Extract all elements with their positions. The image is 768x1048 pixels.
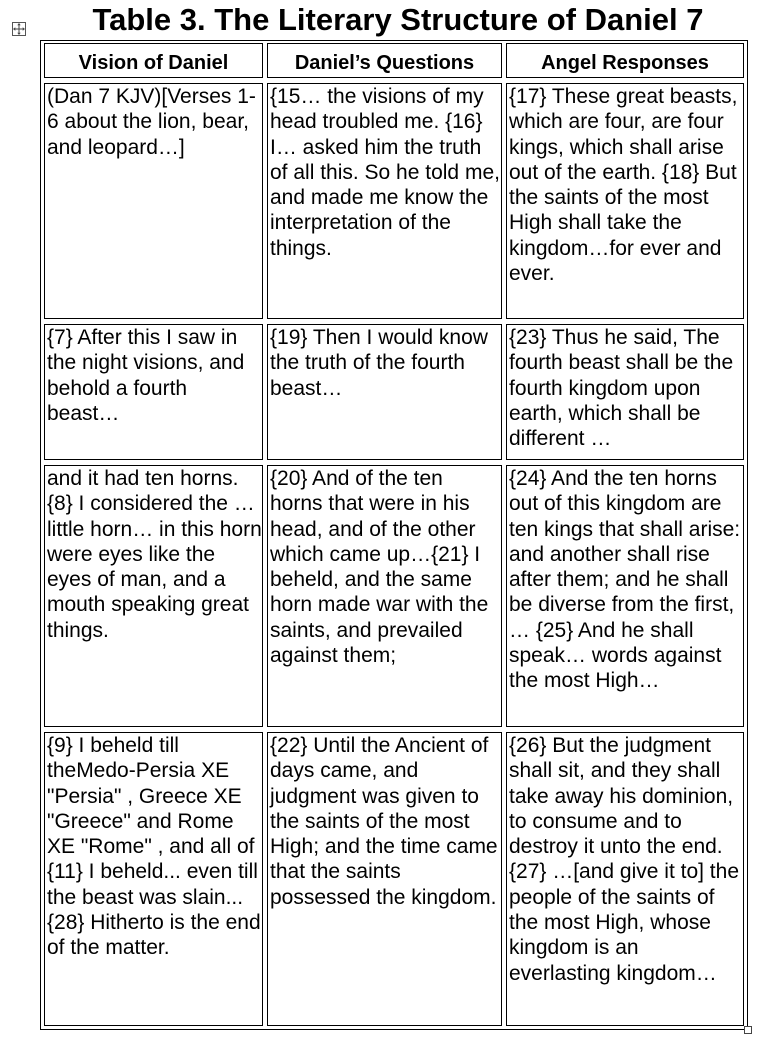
row3-responses: {24} And the ten horns out of this kingdom are ten kings that shall arise: and another shall rise after them; and he shall be diverse from the first, … {25} And he shall speak… words against the most High… <box>506 465 744 727</box>
page-title: Table 3. The Literary Structure of Daniel 7 <box>92 2 704 37</box>
row4-vision: {9} I beheld till theMedo-Persia XE "Persia" , Greece XE "Greece" and Rome XE "Rome" , and all of {11} I beheld... even till the beast was slain... {28} Hitherto is the end of the matter. <box>44 732 263 1026</box>
row3-questions: {20} And of the ten horns that were in his head, and of the other which came up…{21} I beheld, and the same horn made war with the saints, and prevailed against them; <box>267 465 502 727</box>
row2-questions: {19} Then I would know the truth of the fourth beast… <box>267 324 502 460</box>
header-vision: Vision of Daniel <box>44 43 263 78</box>
row1-vision: (Dan 7 KJV)[Verses 1-6 about the lion, bear, and leopard…] <box>44 83 263 319</box>
header-questions: Daniel’s Questions <box>267 43 502 78</box>
row2-responses: {23} Thus he said, The fourth beast shall be the fourth kingdom upon earth, which shall be different … <box>506 324 744 460</box>
header-responses: Angel Responses <box>506 43 744 78</box>
table-resize-handle-icon[interactable] <box>744 1026 752 1034</box>
row3-vision: and it had ten horns. {8} I considered the …little horn… in this horn were eyes like the eyes of man, and a mouth speaking great things. <box>44 465 263 727</box>
row4-questions: {22} Until the Ancient of days came, and judgment was given to the saints of the most High; and the time came that the saints possessed the kingdom. <box>267 732 502 1026</box>
row4-responses: {26} But the judgment shall sit, and they shall take away his dominion, to consume and to destroy it unto the end. {27} …[and give it to] the people of the saints of the most High, whose kingdom is an everlasting kingdom… <box>506 732 744 1026</box>
row1-responses: {17} These great beasts, which are four, are four kings, which shall arise out of the earth. {18} But the saints of the most High shall take the kingdom…for ever and ever. <box>506 83 744 319</box>
row1-questions: {15… the visions of my head troubled me. {16} I… asked him the truth of all this. So he told me, and made me know the interpretation of the things. <box>267 83 502 319</box>
row2-vision: {7} After this I saw in the night visions, and behold a fourth beast… <box>44 324 263 460</box>
